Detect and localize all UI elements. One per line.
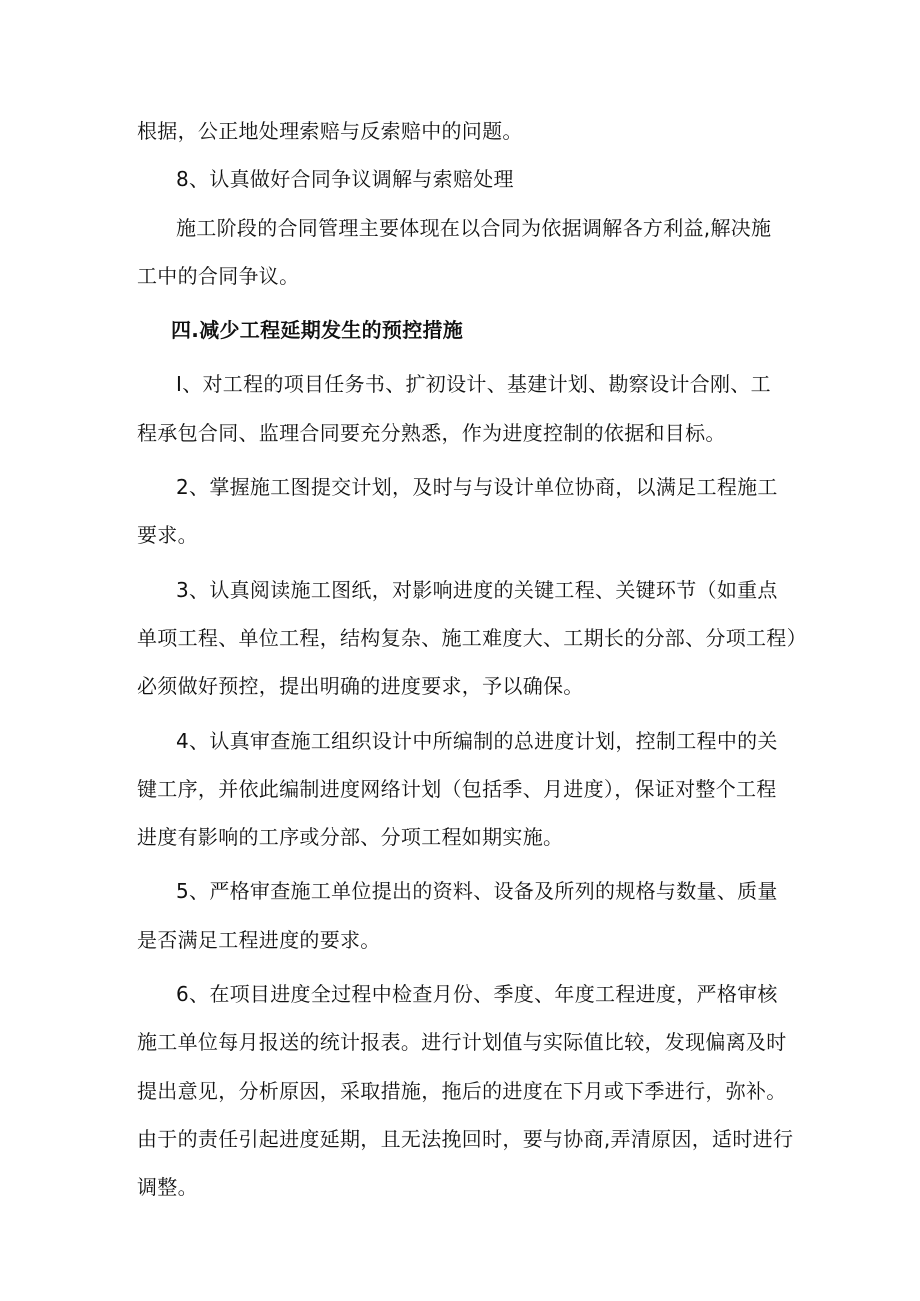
item-3-line: 单项工程、单位工程，结构复杂、施工难度大、工期长的分部、分项工程）	[137, 625, 807, 650]
paragraph-line: 工中的合同争议。	[137, 263, 300, 288]
item-3-line: 3、认真阅读施工图纸，对影响进度的关键工程、关键环节（如重点	[176, 577, 778, 602]
paragraph-line: 施工阶段的合同管理主要体现在以合同为依据调解各方利益,解决施	[176, 215, 772, 240]
item-5-line: 5、严格审查施工单位提出的资料、设备及所列的规格与数量、质量	[176, 879, 778, 904]
item-5-line: 是否满足工程进度的要求。	[137, 927, 381, 952]
item-2-line: 2、掌握施工图提交计划，及时与与设计单位协商，以满足工程施工	[176, 475, 778, 500]
item-1-line: 程承包合同、监理合同要充分熟悉，作为进度控制的依据和目标。	[137, 420, 726, 445]
item-6-line: 调整。	[137, 1175, 198, 1200]
item-4-line: 键工序，并依此编制进度网络计划（包括季、月进度），保证对整个工程	[137, 776, 777, 801]
item-1-line: I、对工程的项目任务书、扩初设计、基建计划、勘察设计合刚、工	[176, 372, 771, 397]
item-4-line: 4、认真审查施工组织设计中所编制的总进度计划，控制工程中的关	[176, 728, 778, 753]
item-6-line: 6、在项目进度全过程中检查月份、季度、年度工程进度，严格审核	[176, 982, 778, 1007]
paragraph-line: 根据，公正地处理索赔与反索赔中的问题。	[137, 119, 523, 143]
item-4-line: 进度有影响的工序或分部、分项工程如期实施。	[137, 825, 564, 850]
item-6-line: 提出意见，分析原因，采取措施，拖后的进度在下月或下季进行，弥补。	[137, 1078, 787, 1103]
item-2-line: 要求。	[137, 523, 198, 548]
item-6-line: 施工单位每月报送的统计报表。进行计划值与实际值比较，发现偏离及时	[137, 1030, 787, 1055]
item-3-line: 必须做好预控，提出明确的进度要求，予以确保。	[137, 674, 584, 699]
section-heading: 四.减少工程延期发生的预控措施	[171, 318, 464, 343]
item-6-line: 由于的责任引起进度延期，且无法挽回时，要与协商,弄清原因，适时进行	[137, 1126, 794, 1151]
item-8-title: 8、认真做好合同争议调解与索赔处理	[176, 167, 514, 192]
